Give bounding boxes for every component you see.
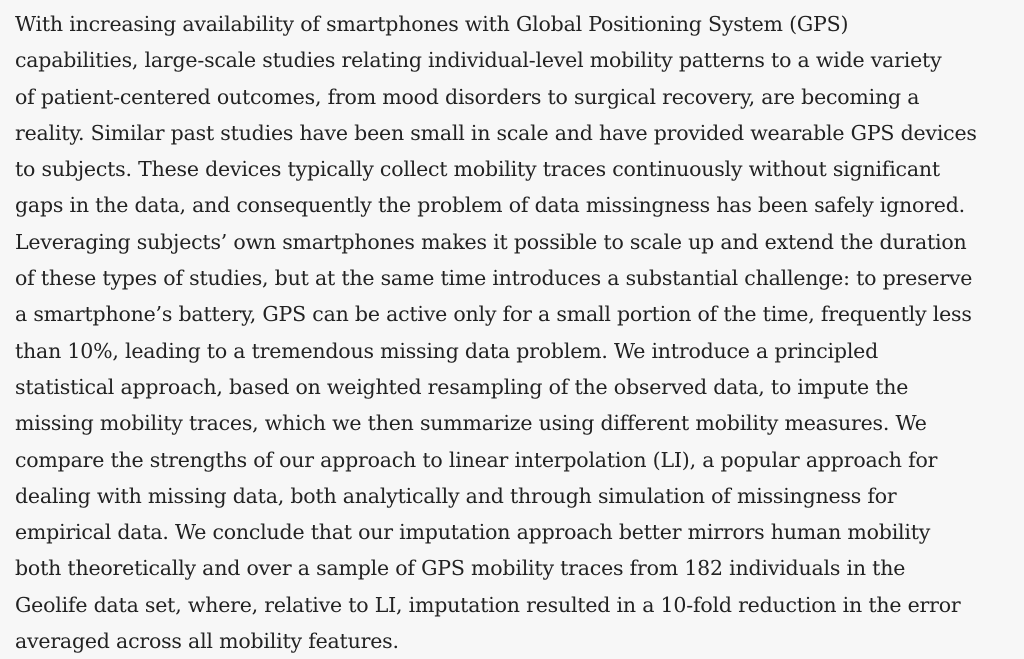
abstract-line: With increasing availability of smartphones with Global Positioning System (GPS) [15, 12, 849, 36]
abstract-line: Geolife data set, where, relative to LI, imputation resulted in a 10-fold reduction in the error [15, 592, 961, 617]
abstract-line: statistical approach, based on weighted resampling of the observed data, to impute the [15, 374, 909, 399]
abstract-line: missing mobility traces, which we then summarize using different mobility measures. We [15, 411, 927, 436]
abstract-line: capabilities, large-scale studies relating individual-level mobility patterns to a wide variety [15, 48, 942, 73]
abstract-line: to subjects. These devices typically collect mobility traces continuously without significant [15, 157, 940, 182]
abstract-line: of patient-centered outcomes, from mood disorders to surgical recovery, are becoming a [15, 84, 920, 109]
abstract-line: dealing with missing data, both analytically and through simulation of missingness for [15, 483, 897, 508]
abstract-line: than 10%, leading to a tremendous missing data problem. We introduce a principled [15, 338, 879, 363]
abstract-line: of these types of studies, but at the same time introduces a substantial challenge: to preserve [15, 266, 973, 291]
abstract-line: gaps in the data, and consequently the problem of data missingness has been safely ignored. [15, 193, 965, 218]
abstract-line: compare the strengths of our approach to linear interpolation (LI), a popular approach for [15, 447, 938, 472]
abstract-line: reality. Similar past studies have been small in scale and have provided wearable GPS devices [15, 120, 977, 145]
abstract-line: a smartphone’s battery, GPS can be active only for a small portion of the time, frequently less [15, 302, 972, 327]
abstract-line: both theoretically and over a sample of GPS mobility traces from 182 individuals in the [15, 556, 906, 581]
abstract-line: empirical data. We conclude that our imputation approach better mirrors human mobility [15, 520, 931, 545]
abstract-line: averaged across all mobility features. [15, 629, 399, 654]
abstract-line: Leveraging subjects’ own smartphones makes it possible to scale up and extend the duration [15, 229, 967, 254]
